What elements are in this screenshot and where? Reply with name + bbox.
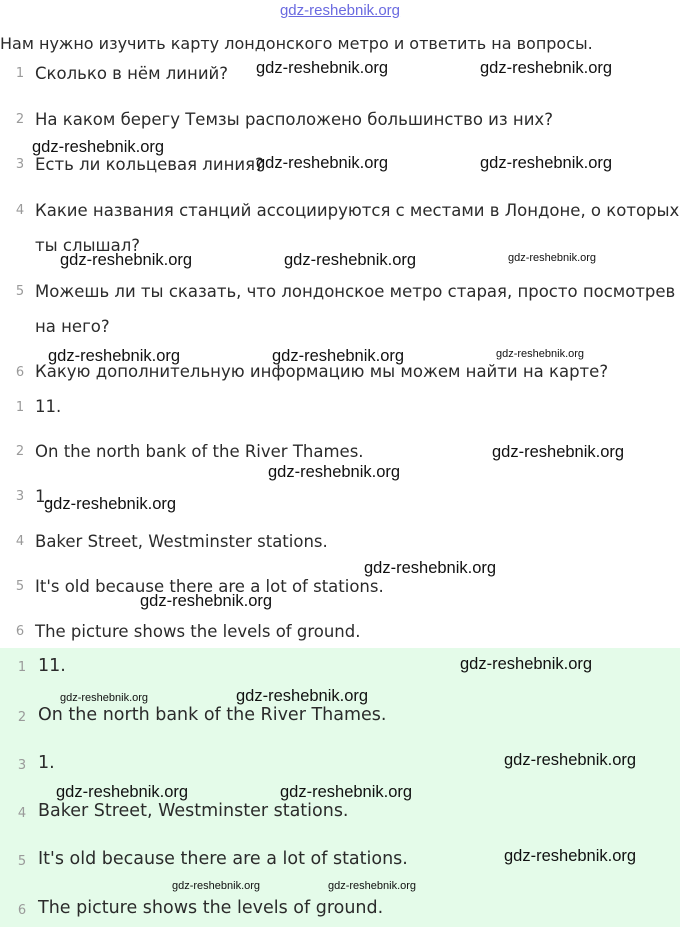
watermark: gdz-reshebnik.org: [480, 154, 613, 172]
watermark: gdz-reshebnik.org: [504, 751, 637, 769]
question-text-line2: ты слышал?: [35, 236, 141, 255]
watermark: gdz-reshebnik.org: [504, 847, 637, 865]
question-text: Есть ли кольцевая линия?: [35, 155, 264, 174]
question-text: Сколько в нём линий?: [35, 64, 229, 83]
watermark: gdz-reshebnik.org: [60, 251, 193, 269]
watermark: gdz-reshebnik.org: [140, 592, 273, 610]
watermark: gdz-reshebnik.org: [44, 495, 177, 513]
watermark: gdz-reshebnik.org: [328, 880, 417, 892]
answer-text: On the north bank of the River Thames.: [38, 705, 387, 725]
question-number: 3: [15, 157, 25, 172]
watermark: gdz-reshebnik.org: [172, 880, 261, 892]
answer-text: The picture shows the levels of ground.: [35, 622, 361, 641]
watermark: gdz-reshebnik.org: [60, 692, 149, 704]
answer-number: 3: [15, 489, 25, 504]
answer-text: The picture shows the levels of ground.: [38, 898, 384, 918]
watermark: gdz-reshebnik.org: [508, 252, 597, 264]
watermark: gdz-reshebnik.org: [480, 59, 613, 77]
question-text-line1: Какие названия станций ассоциируются с местами в Лондоне, о которых: [35, 201, 680, 220]
answer-text: 11.: [35, 397, 62, 416]
question-number: 2: [15, 112, 25, 127]
site-title-link[interactable]: gdz-reshebnik.org: [279, 2, 401, 19]
question-text-line1: Можешь ли ты сказать, что лондонское метро старая, просто посмотрев: [35, 282, 676, 301]
question-number: 4: [15, 203, 25, 218]
watermark: gdz-reshebnik.org: [48, 347, 181, 365]
watermark: gdz-reshebnik.org: [32, 138, 165, 156]
answer-number: 1: [17, 660, 27, 675]
answer-number: 1: [15, 400, 25, 415]
watermark: gdz-reshebnik.org: [236, 687, 369, 705]
watermark: gdz-reshebnik.org: [460, 655, 593, 673]
watermark: gdz-reshebnik.org: [272, 347, 405, 365]
watermark: gdz-reshebnik.org: [56, 783, 189, 801]
watermark: gdz-reshebnik.org: [256, 59, 389, 77]
answer-text: Baker Street, Westminster stations.: [38, 801, 349, 821]
answer-text: Baker Street, Westminster stations.: [35, 532, 328, 551]
question-number: 6: [15, 365, 25, 380]
watermark: gdz-reshebnik.org: [268, 463, 401, 481]
answer-text: On the north bank of the River Thames.: [35, 442, 364, 461]
answer-number: 2: [15, 444, 25, 459]
intro-text: Нам нужно изучить карту лондонского метро и ответить на вопросы.: [0, 34, 593, 53]
answer-number: 2: [17, 710, 27, 725]
question-text: Какую дополнительную информацию мы можем найти на карте?: [35, 362, 609, 381]
answer-text: It's old because there are a lot of stations.: [38, 849, 408, 869]
watermark: gdz-reshebnik.org: [496, 348, 585, 360]
answer-number: 6: [15, 624, 25, 639]
answer-text: 1.: [38, 753, 55, 773]
watermark: gdz-reshebnik.org: [492, 443, 625, 461]
answer-number: 6: [17, 903, 27, 918]
watermark: gdz-reshebnik.org: [364, 559, 497, 577]
answer-text: 11.: [38, 656, 66, 676]
answer-number: 5: [17, 854, 27, 869]
question-number: 5: [15, 284, 25, 299]
answer-number: 3: [17, 758, 27, 773]
question-text-line2: на него?: [35, 317, 110, 336]
answer-text: It's old because there are a lot of stations.: [35, 577, 384, 596]
watermark: gdz-reshebnik.org: [284, 251, 417, 269]
answer-number: 4: [17, 806, 27, 821]
answer-number: 4: [15, 534, 25, 549]
question-number: 1: [15, 66, 25, 81]
watermark: gdz-reshebnik.org: [280, 783, 413, 801]
question-text: На каком берегу Темзы расположено большинство из них?: [35, 110, 553, 129]
watermark: gdz-reshebnik.org: [256, 154, 389, 172]
answer-text: 1.: [35, 487, 51, 506]
answer-number: 5: [15, 579, 25, 594]
